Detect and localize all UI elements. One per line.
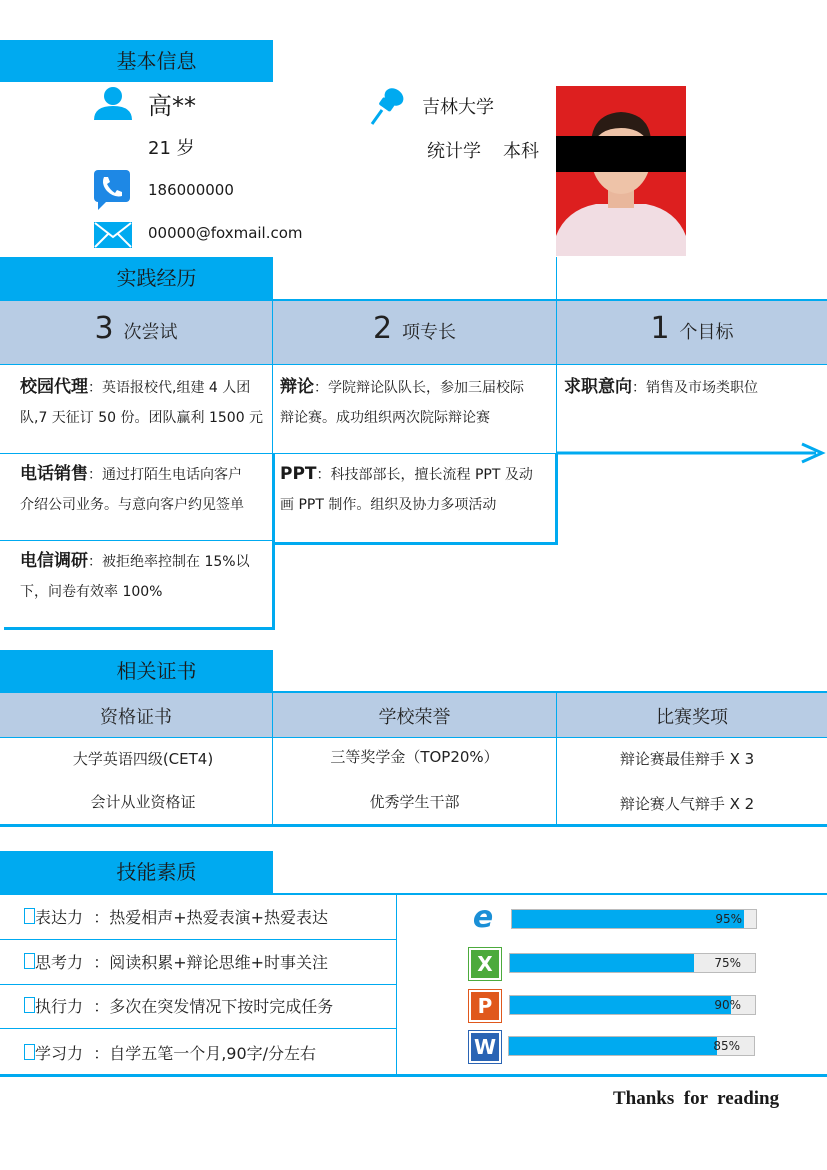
exp-ppt: PPT：科技部部长，擅长流程 PPT 及动 画 PPT 制作。组织及协力多项活动 [280, 464, 533, 513]
exp-campus-agent: 校园代理：英语报校代,组建 4 人团 队,7 天征订 50 份。团队赢利 1500 元 [20, 377, 264, 426]
cert-popular-debater: 辩论赛人气辩手 X 2 [619, 795, 755, 813]
divider [0, 939, 396, 940]
mail-icon [94, 222, 132, 248]
cert-accounting: 会计从业资格证 [90, 793, 196, 811]
divider [0, 453, 273, 454]
profile-major: 统计学 [427, 141, 481, 162]
profile-photo [556, 86, 686, 256]
ie-icon: e [472, 900, 494, 935]
section-title-certs: 相关证书 [0, 650, 273, 692]
divider [0, 540, 273, 541]
word-progress-fill [509, 1037, 717, 1055]
excel-progress-fill [510, 954, 694, 972]
ie-progress-label: 95% [715, 912, 742, 926]
section-title-skills: 技能素质 [0, 851, 273, 893]
skill-learning: 学习力 ：自学五笔一个月,90字/分左右 [0, 1032, 396, 1076]
skill-expression: 表达力 ：热爱相声+热爱表演+热爱表达 [0, 896, 396, 940]
checkbox-icon [24, 1044, 35, 1060]
exp-telecom-survey: 电信调研：被拒绝率控制在 15%以 下，问卷有效率 100% [20, 551, 250, 600]
divider [556, 257, 557, 301]
stat-goal: 1 个目标 [650, 311, 734, 346]
powerpoint-progress-bar [509, 995, 756, 1015]
cert-header-honors: 学校荣誉 [378, 707, 451, 728]
checkbox-icon [24, 908, 35, 924]
ie-progress-fill [512, 910, 744, 928]
excel-icon: X [469, 948, 501, 980]
cert-best-debater: 辩论赛最佳辩手 X 3 [619, 750, 755, 768]
divider [4, 627, 275, 630]
divider [272, 364, 273, 454]
checkbox-icon [24, 997, 35, 1013]
divider [0, 364, 827, 365]
divider [555, 454, 558, 545]
stat-skills: 2 项专长 [372, 311, 457, 346]
powerpoint-icon: P [469, 990, 501, 1022]
divider [0, 1028, 396, 1029]
divider [273, 453, 557, 454]
excel-progress-bar [509, 953, 756, 973]
profile-name: 高** [148, 92, 196, 120]
profile-phone[interactable]: 186000000 [148, 181, 234, 199]
word-progress-bar [508, 1036, 755, 1056]
exp-debate: 辩论：学院辩论队队长，参加三届校际 辩论赛。成功组织两次院际辩论赛 [280, 377, 524, 426]
divider [0, 893, 827, 895]
cert-student-leader: 优秀学生干部 [369, 793, 460, 811]
skill-thinking: 思考力 ：阅读积累+辩论思维+时事关注 [0, 941, 396, 985]
powerpoint-progress-label: 90% [714, 998, 741, 1012]
divider [273, 542, 558, 545]
divider [0, 737, 827, 738]
ie-progress-bar [511, 909, 757, 929]
word-progress-label: 85% [713, 1039, 740, 1053]
person-icon [92, 86, 134, 122]
profile-age: 21 岁 [148, 138, 195, 159]
arrow-right-icon [556, 440, 826, 464]
pushpin-icon [370, 86, 406, 126]
word-icon: W [469, 1031, 501, 1063]
cert-cet4: 大学英语四级(CET4) [72, 750, 214, 768]
section-title-basic: 基本信息 [0, 40, 273, 82]
exp-phone-sales: 电话销售：通过打陌生电话向客户 介绍公司业务。与意向客户约见签单 [20, 464, 244, 513]
cert-header-qualification: 资格证书 [100, 707, 172, 728]
excel-progress-label: 75% [714, 956, 741, 970]
exp-job-intent: 求职意向：销售及市场类职位 [564, 377, 758, 397]
section-title-practice: 实践经历 [0, 257, 273, 299]
footer-thanks: Thanks for reading [613, 1088, 780, 1109]
profile-degree: 本科 [503, 141, 539, 162]
cert-scholarship: 三等奖学金（TOP20%） [330, 748, 499, 766]
cert-header-awards: 比赛奖项 [656, 707, 728, 728]
profile-email[interactable]: 00000@foxmail.com [148, 224, 303, 242]
profile-university: 吉林大学 [422, 97, 494, 118]
skill-execution: 执行力 ：多次在突发情况下按时完成任务 [0, 985, 396, 1029]
checkbox-icon [24, 953, 35, 969]
powerpoint-progress-fill [510, 996, 731, 1014]
phone-icon [94, 170, 130, 210]
stat-attempts: 3 次尝试 [94, 311, 178, 346]
divider [396, 895, 397, 1075]
divider [0, 824, 827, 827]
divider [0, 1074, 827, 1077]
